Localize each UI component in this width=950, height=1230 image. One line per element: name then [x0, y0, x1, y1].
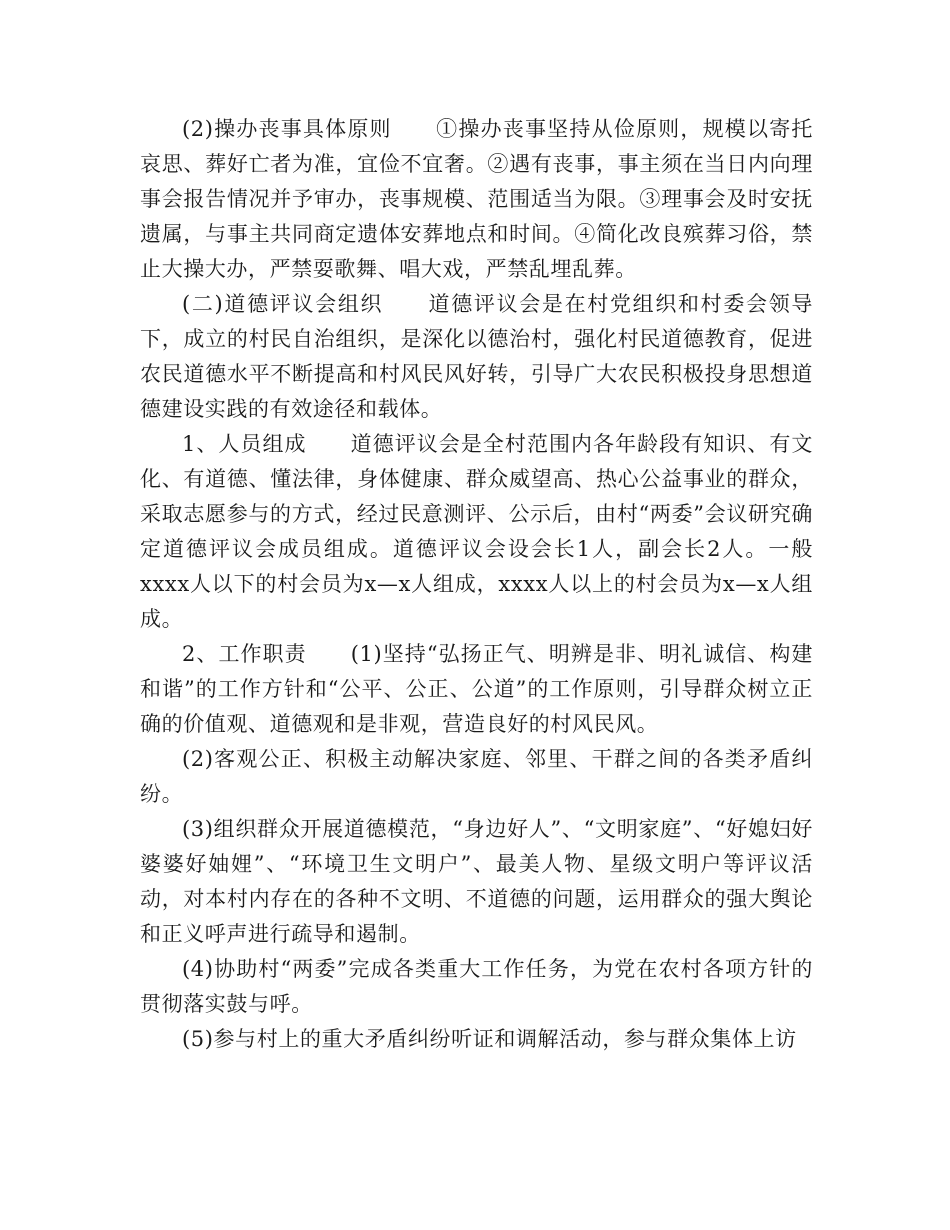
- paragraph-duties-1: 2、工作职责 (1)坚持“弘扬正气、明辨是非、明礼诚信、构建和谐”的工作方针和“公平、公正、公道”的工作原则，引导群众树立正确的价值观、道德观和是非观，营造良好的村风民风。: [140, 642, 813, 736]
- document-body: [140, 112, 813, 1057]
- paragraph-duties-4: (4)协助村“两委”完成各类重大工作任务，为党在农村各项方针的贯彻落实鼓与呼。: [140, 957, 813, 1016]
- paragraph-moral-council-organization: (二)道德评议会组织 道德评议会是在村党组织和村委会领导下，成立的村民自治组织，是深化以德治村，强化村民道德教育，促进农民道德水平不断提高和村风民风好转，引导广大农民积极投身思想道德建设实践的有效途径和载体。: [140, 292, 813, 421]
- paragraph-funeral-principles: (2)操办丧事具体原则 ①操办丧事坚持从俭原则，规模以寄托哀思、葬好亡者为准，宜俭不宜奢。②遇有丧事，事主须在当日内向理事会报告情况并予审办，丧事规模、范围适当为限。③理事会及时安抚遗属，与事主共同商定遗体安葬地点和时间。④简化改良殡葬习俗，禁止大操大办，严禁耍歌舞、唱大戏，严禁乱埋乱葬。: [140, 117, 813, 281]
- paragraph-member-composition: 1、人员组成 道德评议会是全村范围内各年龄段有知识、有文化、有道德、懂法律，身体健康、群众威望高、热心公益事业的群众，采取志愿参与的方式，经过民意测评、公示后，由村“两委”会议研究确定道德评议会成员组成。道德评议会设会长1人，副会长2人。一般xxxx人以下的村会员为x—x人组成，xxxx人以上的村会员为x—x人组成。: [140, 432, 813, 631]
- paragraph-duties-3: (3)组织群众开展道德模范，“身边好人”、“文明家庭”、“好媳妇好婆婆好妯娌”、“环境卫生文明户”、最美人物、星级文明户等评议活动，对本村内存在的各种不文明、不道德的问题，运用群众的强大舆论和正义呼声进行疏导和遏制。: [140, 817, 813, 946]
- paragraph-duties-2: (2)客观公正、积极主动解决家庭、邻里、干群之间的各类矛盾纠纷。: [140, 747, 813, 806]
- paragraph-duties-5: (5)参与村上的重大矛盾纠纷听证和调解活动，参与群众集体上访: [182, 1027, 797, 1051]
